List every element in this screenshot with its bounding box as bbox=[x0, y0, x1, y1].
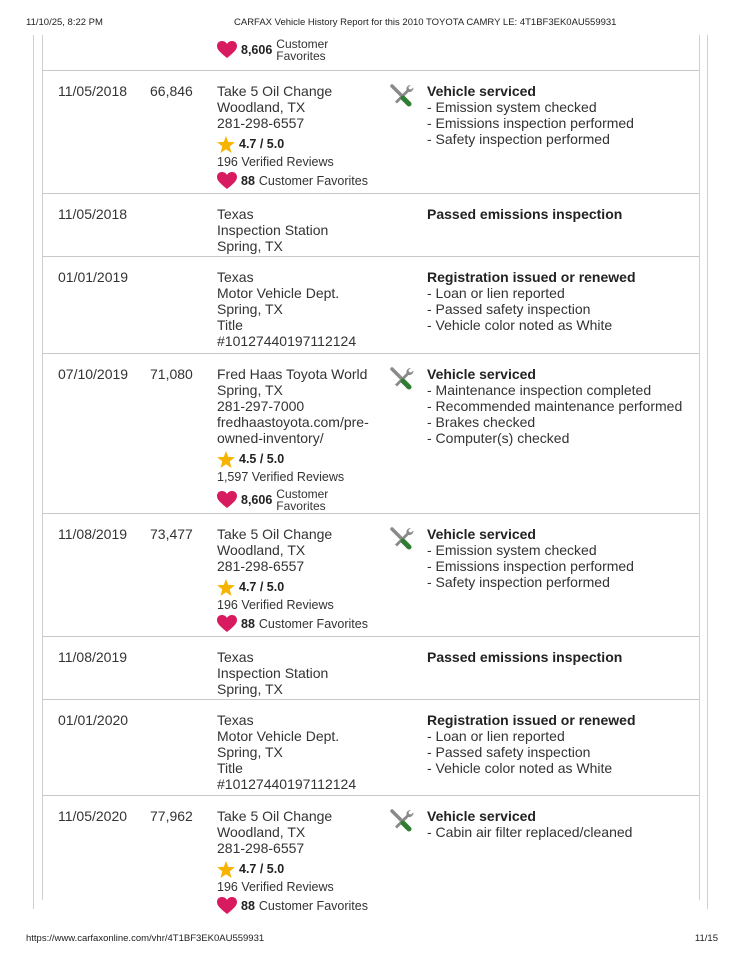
record-odometer: 71,080 bbox=[150, 366, 193, 382]
record-date: 11/05/2018 bbox=[58, 83, 128, 99]
record-source bbox=[217, 526, 387, 633]
heart-icon bbox=[217, 41, 237, 59]
rating bbox=[217, 450, 387, 468]
favorites-label: Favorites bbox=[276, 49, 326, 63]
favorites-count: 88 bbox=[241, 899, 255, 913]
history-record-row bbox=[43, 256, 699, 354]
verified-reviews[interactable]: 196 Verified Reviews bbox=[217, 598, 334, 612]
record-odometer: 73,477 bbox=[150, 526, 193, 542]
wrench-screwdriver-icon bbox=[389, 83, 415, 109]
source-line: Motor Vehicle Dept. bbox=[217, 285, 340, 301]
star-icon bbox=[217, 136, 235, 153]
carryover-row bbox=[43, 35, 699, 70]
source-line: Texas bbox=[217, 712, 254, 728]
heart-icon bbox=[217, 897, 237, 915]
record-date: 01/01/2020 bbox=[58, 712, 129, 728]
print-timestamp: 11/10/25, 8:22 PM bbox=[26, 17, 103, 28]
record-detail-item: - Passed safety inspection bbox=[427, 744, 591, 760]
record-date: 11/08/2019 bbox=[58, 526, 128, 542]
record-date: 11/08/2019 bbox=[58, 649, 128, 665]
source-line: Spring, TX bbox=[217, 382, 283, 398]
record-detail-item: - Vehicle color noted as White bbox=[427, 760, 613, 776]
record-detail-item: - Emissions inspection performed bbox=[427, 115, 634, 131]
print-header bbox=[0, 17, 742, 31]
source-line: Texas bbox=[217, 206, 254, 222]
rating-value: 4.7 / 5.0 bbox=[239, 862, 285, 876]
record-title: Passed emissions inspection bbox=[427, 649, 623, 665]
favorites-label: Customer bbox=[276, 37, 329, 51]
favorites-label: Customer bbox=[276, 487, 329, 501]
history-record-row bbox=[43, 513, 699, 637]
customer-favorites bbox=[217, 37, 387, 63]
record-detail-item: - Emission system checked bbox=[427, 542, 597, 558]
record-detail-item: - Safety inspection performed bbox=[427, 574, 610, 590]
verified-reviews[interactable]: 1,597 Verified Reviews bbox=[217, 470, 345, 484]
source-line: Spring, TX bbox=[217, 301, 283, 317]
heart-icon bbox=[217, 491, 237, 509]
wrench-screwdriver-icon bbox=[389, 526, 415, 552]
favorites-label: Customer Favorites bbox=[258, 174, 368, 188]
source-line: Motor Vehicle Dept. bbox=[217, 728, 340, 744]
record-detail-item: - Computer(s) checked bbox=[427, 430, 570, 446]
source-line: 281-298-6557 bbox=[217, 558, 305, 574]
record-source bbox=[217, 269, 387, 349]
source-line: Spring, TX bbox=[217, 238, 283, 254]
record-source bbox=[217, 808, 387, 915]
source-line: Inspection Station bbox=[217, 222, 329, 238]
source-line: Title bbox=[217, 317, 243, 333]
source-line: Woodland, TX bbox=[217, 824, 306, 840]
rating-value: 4.7 / 5.0 bbox=[239, 580, 285, 594]
source-line: Take 5 Oil Change bbox=[217, 526, 333, 542]
history-record-row bbox=[43, 795, 699, 911]
customer-favorites bbox=[217, 487, 387, 513]
source-line: Title bbox=[217, 760, 243, 776]
source-line: Spring, TX bbox=[217, 744, 283, 760]
record-detail-item: - Maintenance inspection completed bbox=[427, 382, 652, 398]
record-detail-item: - Loan or lien reported bbox=[427, 285, 565, 301]
source-line: fredhaastoyota.com/pre- bbox=[217, 414, 369, 430]
source-line: Fred Haas Toyota World bbox=[217, 366, 368, 382]
record-detail-item: - Cabin air filter replaced/cleaned bbox=[427, 824, 633, 840]
source-line: Woodland, TX bbox=[217, 99, 306, 115]
frame-border-right-inner bbox=[699, 35, 700, 900]
star-icon bbox=[217, 579, 235, 596]
record-detail-item: - Safety inspection performed bbox=[427, 131, 610, 147]
source-line: #10127440197112124 bbox=[217, 776, 357, 792]
record-title: Vehicle serviced bbox=[427, 83, 536, 99]
source-line: Texas bbox=[217, 649, 254, 665]
record-detail-item: - Brakes checked bbox=[427, 414, 536, 430]
customer-favorites bbox=[217, 897, 387, 915]
record-details bbox=[427, 808, 697, 840]
record-details bbox=[427, 649, 697, 665]
print-title: CARFAX Vehicle History Report for this 2010 TOYOTA CAMRY LE: 4T1BF3EK0AU559931 bbox=[234, 17, 617, 28]
favorites-count: 88 bbox=[241, 617, 255, 631]
record-odometer: 77,962 bbox=[150, 808, 193, 824]
heart-icon bbox=[217, 172, 237, 190]
print-url: https://www.carfaxonline.com/vhr/4T1BF3EK0AU559931 bbox=[26, 933, 265, 944]
source-line: owned-inventory/ bbox=[217, 430, 324, 446]
history-record-row bbox=[43, 193, 699, 257]
record-title: Vehicle serviced bbox=[427, 808, 536, 824]
record-detail-item: - Recommended maintenance performed bbox=[427, 398, 683, 414]
customer-favorites bbox=[217, 172, 387, 190]
favorites-label: Favorites bbox=[276, 499, 326, 513]
record-detail-item: - Emission system checked bbox=[427, 99, 597, 115]
record-title: Registration issued or renewed bbox=[427, 712, 636, 728]
source-line: Spring, TX bbox=[217, 681, 283, 697]
wrench-screwdriver-icon bbox=[389, 808, 415, 834]
rating-value: 4.7 / 5.0 bbox=[239, 137, 285, 151]
page-number: 11/15 bbox=[694, 933, 718, 944]
history-record-row bbox=[43, 636, 699, 700]
record-detail-item: - Vehicle color noted as White bbox=[427, 317, 613, 333]
verified-reviews[interactable]: 196 Verified Reviews bbox=[217, 880, 334, 894]
wrench-screwdriver-icon bbox=[389, 366, 415, 392]
source-line: #10127440197112124 bbox=[217, 333, 357, 349]
source-line: Texas bbox=[217, 269, 254, 285]
favorites-count: 8,606 bbox=[241, 43, 273, 57]
source-line: Take 5 Oil Change bbox=[217, 808, 333, 824]
favorites-count: 88 bbox=[241, 174, 255, 188]
source-line: Take 5 Oil Change bbox=[217, 83, 333, 99]
record-details bbox=[427, 206, 697, 222]
record-source bbox=[217, 712, 387, 792]
source-line: 281-298-6557 bbox=[217, 115, 305, 131]
record-details bbox=[427, 366, 697, 446]
rating bbox=[217, 860, 387, 878]
record-detail-item: - Emissions inspection performed bbox=[427, 558, 634, 574]
record-source bbox=[217, 366, 387, 513]
record-date: 07/10/2019 bbox=[58, 366, 129, 382]
print-footer bbox=[0, 933, 742, 947]
record-date: 11/05/2020 bbox=[58, 808, 128, 824]
source-line: Inspection Station bbox=[217, 665, 329, 681]
verified-reviews[interactable]: 196 Verified Reviews bbox=[217, 155, 334, 169]
customer-favorites bbox=[217, 615, 387, 633]
record-date: 11/05/2018 bbox=[58, 206, 128, 222]
record-details bbox=[427, 712, 697, 776]
star-icon bbox=[217, 861, 235, 878]
history-record-row bbox=[43, 70, 699, 194]
favorites-count: 8,606 bbox=[241, 493, 273, 507]
record-source bbox=[217, 649, 387, 697]
heart-icon bbox=[217, 615, 237, 633]
star-icon bbox=[217, 451, 235, 468]
favorites-label: Customer Favorites bbox=[258, 899, 368, 913]
record-details bbox=[427, 526, 697, 590]
record-detail-item: - Loan or lien reported bbox=[427, 728, 565, 744]
rating bbox=[217, 578, 387, 596]
record-title: Vehicle serviced bbox=[427, 526, 536, 542]
source-line: 281-297-7000 bbox=[217, 398, 305, 414]
record-title: Registration issued or renewed bbox=[427, 269, 636, 285]
record-source bbox=[217, 206, 387, 254]
source-line: Woodland, TX bbox=[217, 542, 306, 558]
record-title: Passed emissions inspection bbox=[427, 206, 623, 222]
source-line: 281-298-6557 bbox=[217, 840, 305, 856]
record-details bbox=[427, 83, 697, 147]
record-date: 01/01/2019 bbox=[58, 269, 129, 285]
record-detail-item: - Passed safety inspection bbox=[427, 301, 591, 317]
record-source bbox=[217, 83, 387, 190]
record-odometer: 66,846 bbox=[150, 83, 193, 99]
rating bbox=[217, 135, 387, 153]
record-title: Vehicle serviced bbox=[427, 366, 536, 382]
frame-border-left-outer bbox=[33, 35, 34, 909]
history-record-row bbox=[43, 699, 699, 796]
frame-border-right-outer bbox=[707, 35, 708, 909]
record-details bbox=[427, 269, 697, 333]
favorites-label: Customer Favorites bbox=[258, 617, 368, 631]
rating-value: 4.5 / 5.0 bbox=[239, 452, 285, 466]
history-record-row bbox=[43, 353, 699, 514]
